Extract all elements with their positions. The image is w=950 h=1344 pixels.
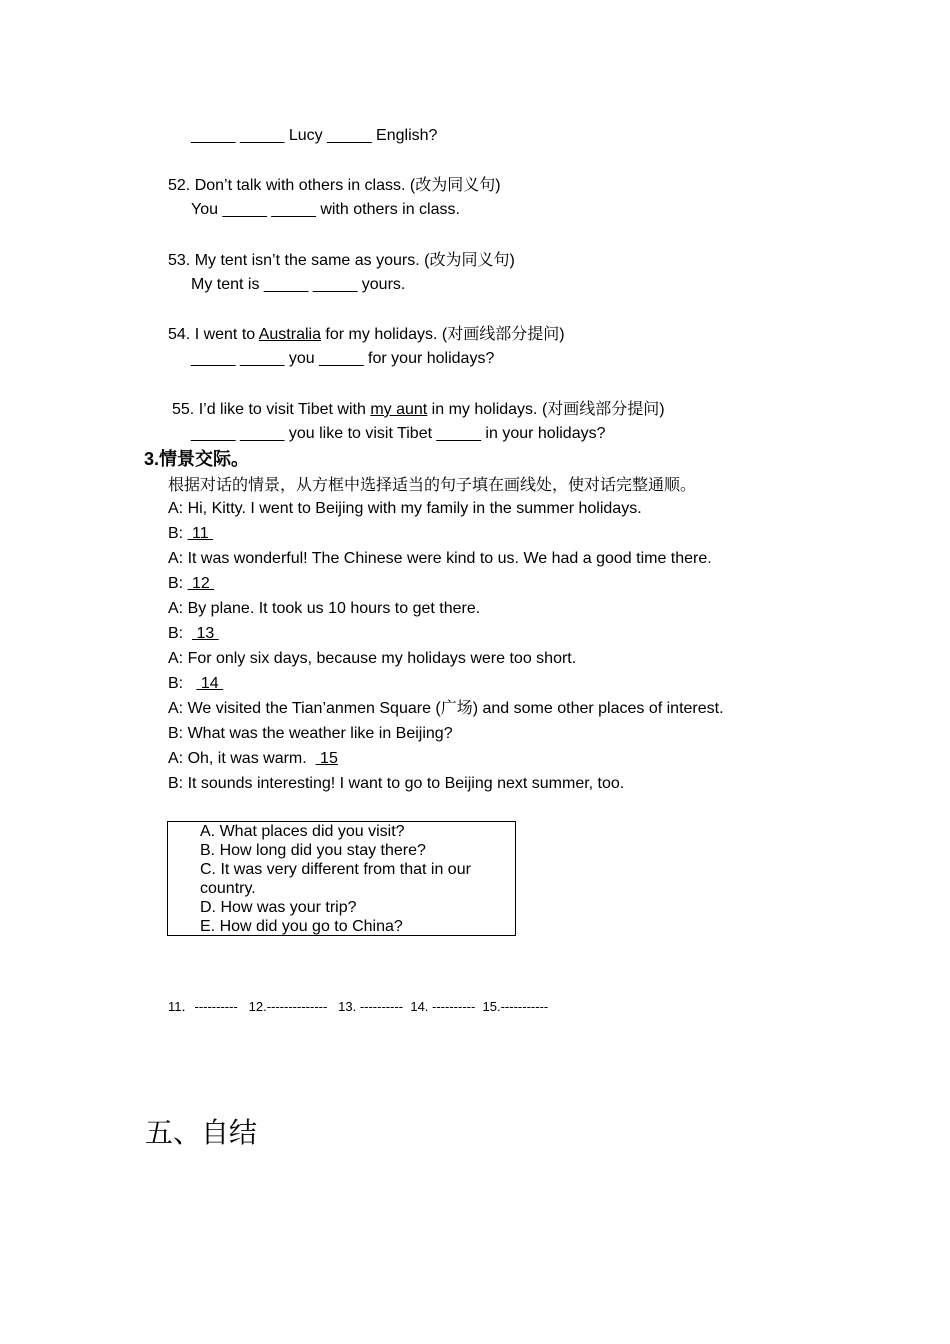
dialogue-line: [168, 649, 576, 669]
dialogue-line: [168, 624, 219, 644]
q53-line1: 53. My tent isn’t the same as yours. (改为同义句): [168, 252, 515, 269]
dialogue-blank: 13: [192, 625, 219, 642]
dialogue-speaker: B:: [168, 525, 188, 542]
dialogue-blank: 15: [315, 750, 338, 767]
section3-instruction: 根据对话的情景，从方框中选择适当的句子填在画线处，使对话完整通顺。: [168, 475, 697, 494]
dialogue-text: What was the weather like in Beijing?: [187, 725, 453, 742]
dialogue-line: [168, 574, 214, 594]
section5-title: 五、自结: [145, 1116, 258, 1149]
dialogue-blank: 14: [196, 675, 224, 692]
q55-post: in my holidays. (对画线部分提问): [427, 401, 665, 418]
dialogue-text: Hi, Kitty. I went to Beijing with my family in the summer holidays.: [187, 500, 642, 517]
option-a: A. What places did you visit?: [200, 823, 405, 840]
q51-line2: _____ _____ Lucy _____ English?: [191, 127, 438, 144]
q55-line2: _____ _____ you like to visit Tibet _____ in your holidays?: [191, 425, 606, 442]
option-c: C. It was very different from that in our: [200, 861, 471, 878]
q54-line1: [168, 325, 565, 345]
dialogue-text: For only six days, because my holidays were too short.: [187, 650, 577, 667]
dialogue-speaker: A:: [168, 600, 188, 617]
dialogue-speaker: A:: [168, 550, 188, 567]
dialogue-text: We visited the Tian’anmen Square (广场) and some other places of interest.: [187, 700, 724, 717]
dialogue-line: [168, 549, 712, 569]
q55-underlined: my aunt: [370, 401, 428, 418]
dialogue-speaker: B:: [168, 725, 188, 742]
q54-post: for my holidays. (对画线部分提问): [320, 326, 565, 343]
dialogue-line: [168, 499, 642, 519]
dialogue-speaker: B:: [168, 625, 188, 642]
dialogue-line: [168, 699, 724, 719]
option-b: B. How long did you stay there?: [200, 842, 426, 859]
option-d: D. How was your trip?: [200, 899, 357, 916]
dialogue-speaker: A:: [168, 750, 188, 767]
dialogue-text: Oh, it was warm.: [187, 750, 316, 767]
q52-line1: 52. Don’t talk with others in class. (改为同义句): [168, 177, 501, 194]
q54-underlined: Australia: [258, 326, 321, 343]
section3-heading: 3.情景交际。: [144, 449, 250, 469]
dialogue-line: [168, 749, 338, 769]
dialogue-speaker: A:: [168, 650, 188, 667]
dialogue-line: [168, 724, 453, 744]
q53-line2: My tent is _____ _____ yours.: [191, 276, 406, 293]
answer-blanks: 11．---------- 12.-------------- 13. ---------- 14. ---------- 15.-----------: [168, 999, 549, 1014]
dialogue-blank: 12: [187, 575, 215, 592]
dialogue-line: [168, 599, 480, 619]
dialogue-speaker: A:: [168, 700, 188, 717]
dialogue-line: [168, 524, 213, 544]
dialogue-line: [168, 674, 223, 694]
option-c-cont: country.: [200, 880, 256, 897]
dialogue-text: It sounds interesting! I want to go to Beijing next summer, too.: [187, 775, 625, 792]
dialogue-speaker: B:: [168, 775, 188, 792]
dialogue-blank: 11: [187, 525, 214, 542]
q55-line1: [172, 400, 665, 420]
options-box: [167, 821, 516, 936]
dialogue-line: [168, 774, 624, 794]
q54-line2: _____ _____ you _____ for your holidays?: [191, 350, 495, 367]
dialogue-speaker: A:: [168, 500, 188, 517]
option-e: E. How did you go to China?: [200, 918, 403, 935]
q55-pre: 55. I’d like to visit Tibet with: [172, 401, 371, 418]
dialogue-speaker: B:: [168, 675, 188, 692]
q52-line2: You _____ _____ with others in class.: [191, 201, 460, 218]
dialogue-speaker: B:: [168, 575, 188, 592]
q54-pre: 54. I went to: [168, 326, 259, 343]
dialogue-text: By plane. It took us 10 hours to get there.: [187, 600, 481, 617]
dialogue-text: It was wonderful! The Chinese were kind to us. We had a good time there.: [187, 550, 712, 567]
